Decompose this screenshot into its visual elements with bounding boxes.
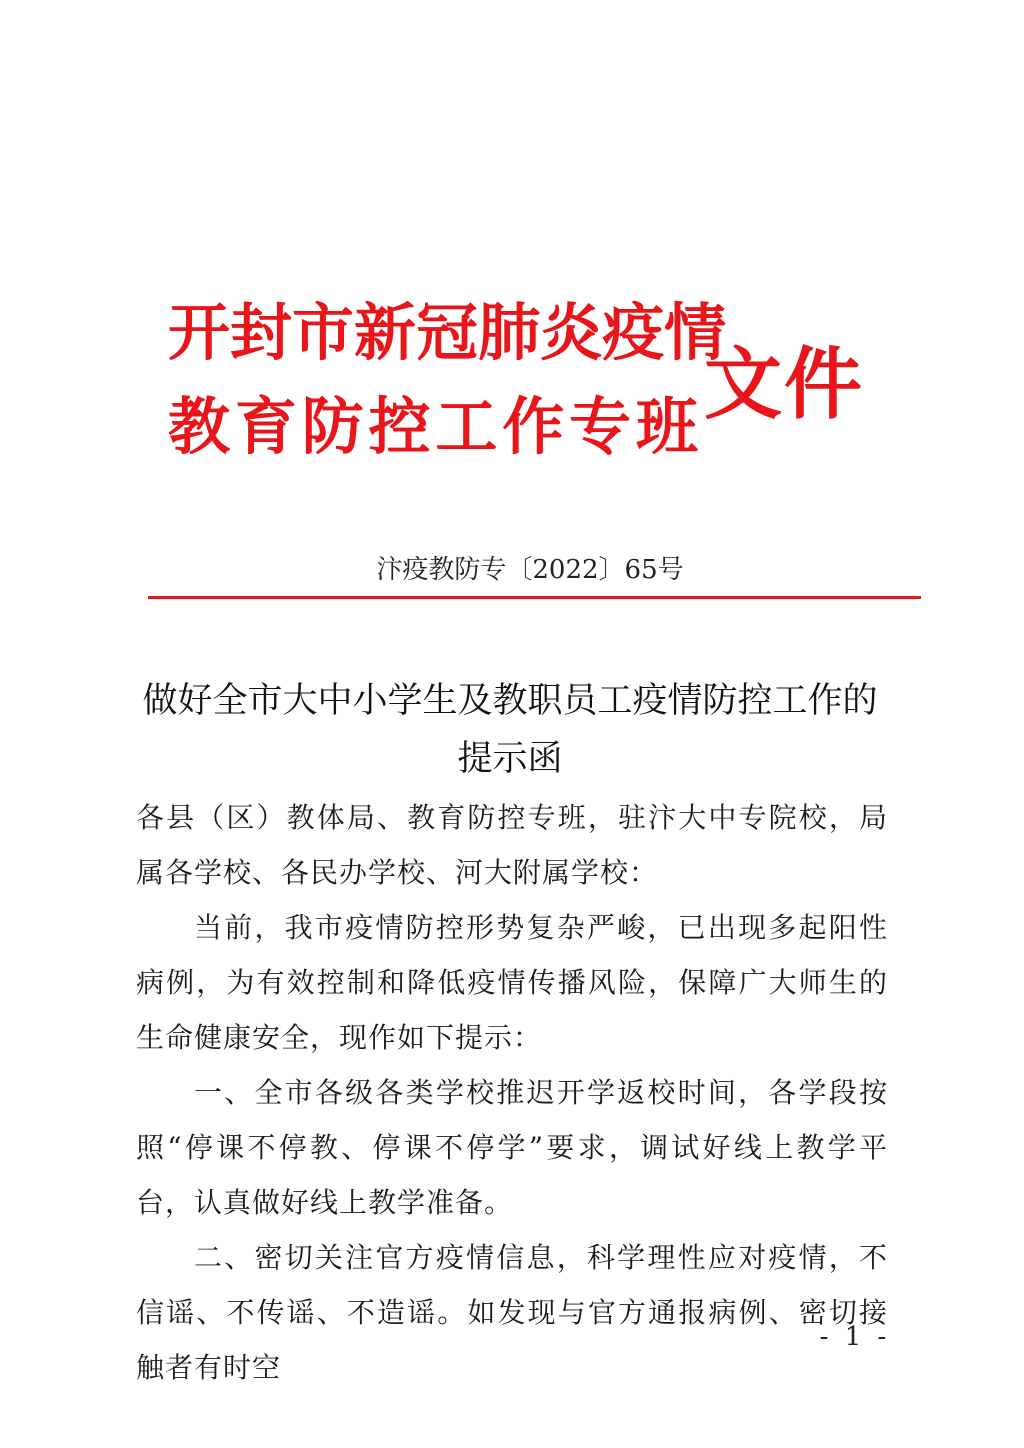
red-separator-rule [148, 596, 921, 599]
org-char: 封 [230, 296, 293, 369]
issuing-org-line-2 [168, 392, 698, 462]
document-body [136, 790, 888, 1395]
org-char: 作 [502, 390, 565, 463]
org-char: 肺 [478, 296, 541, 369]
document-type-word: 文件 [704, 340, 865, 430]
body-paragraph: 二、密切关注官方疫情信息，科学理性应对疫情，不信谣、不传谣、不造谣。如发现与官方通报病例、密切接触者有时空 [136, 1241, 888, 1384]
title-line-2: 提示函 [457, 739, 563, 779]
issuing-org-line-1 [168, 296, 727, 369]
body-paragraph: 当前，我市疫情防控形势复杂严峻，已出现多起阳性病例，为有效控制和降低疫情传播风险，保障广大师生的生命健康安全，现作如下提示： [136, 911, 888, 1054]
document-title [120, 672, 900, 788]
page-number: - 1 - [819, 1322, 891, 1352]
org-char: 控 [368, 390, 431, 463]
org-char: 教 [168, 390, 231, 463]
org-char: 疫 [602, 296, 665, 369]
document-header [0, 0, 1024, 520]
org-char: 市 [292, 296, 355, 369]
body-paragraph: 一、全市各级各类学校推迟开学返校时间，各学段按照“停课不停教、停课不停学”要求，调试好线上教学平台，认真做好线上教学准备。 [136, 1076, 888, 1219]
org-char: 情 [664, 296, 727, 369]
org-char: 专 [569, 390, 632, 463]
org-char: 育 [234, 390, 297, 463]
addressee: 各县（区）教体局、教育防控专班，驻汴大中专院校，局属各学校、各民办学校、河大附属学校： [136, 801, 888, 889]
org-char: 班 [635, 390, 698, 463]
org-char: 开 [168, 296, 231, 369]
org-char: 炎 [540, 296, 603, 369]
title-line-1: 做好全市大中小学生及教职员工疫情防控工作的 [142, 681, 878, 721]
org-char: 冠 [416, 296, 479, 369]
org-char: 新 [354, 296, 417, 369]
document-number: 汴疫教防专〔2022〕65号 [376, 555, 684, 585]
org-char: 防 [301, 390, 364, 463]
org-char: 工 [435, 390, 498, 463]
